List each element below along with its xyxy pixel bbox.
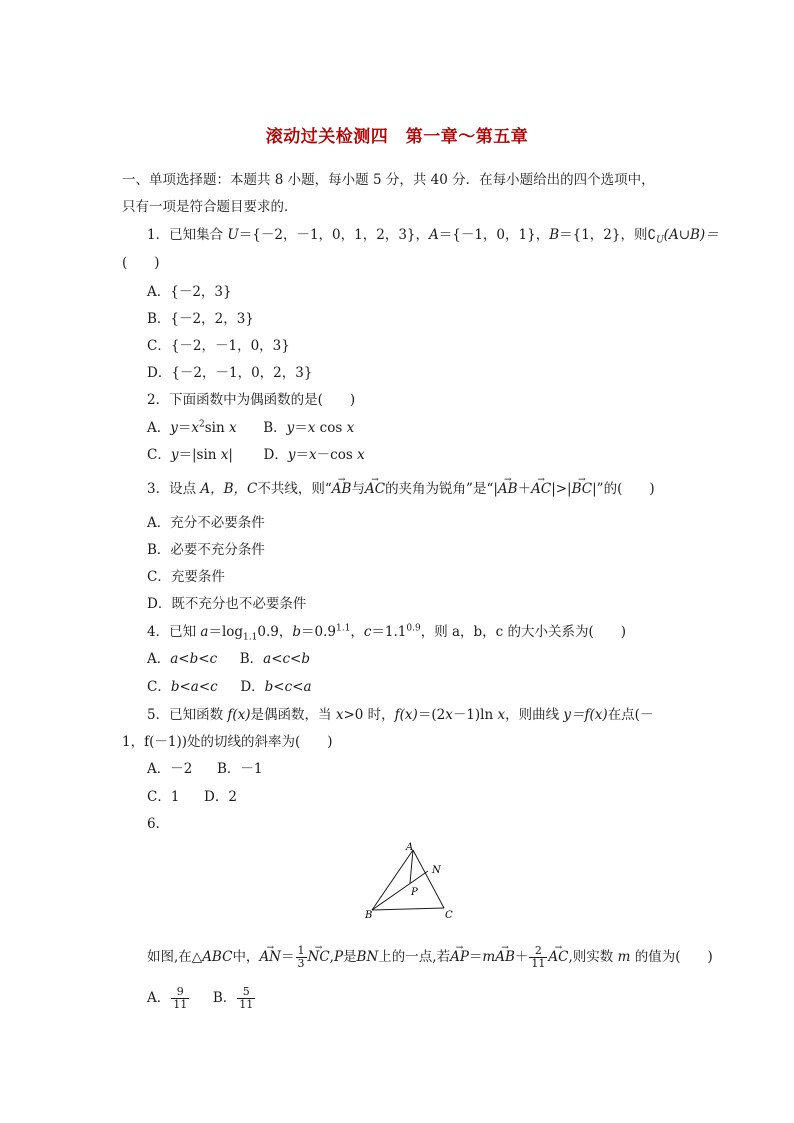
question-4-stem: [147, 623, 626, 641]
q1-option-b[interactable]: B．{－2，2，3}: [147, 311, 254, 327]
text: cos: [315, 420, 347, 436]
q2-option-c[interactable]: [147, 447, 233, 463]
vector-bc: → BC: [572, 480, 593, 498]
text: ＋: [514, 949, 529, 965]
vector-ab: → AB: [495, 945, 515, 969]
vector-an: → AN: [259, 945, 281, 969]
q6-options-row: [147, 984, 256, 1012]
curve: y＝f(x): [563, 707, 608, 723]
denominator: 11: [173, 998, 188, 1011]
var-x: x: [357, 447, 365, 463]
text: ＝{－2，－1，0，1，2，3}，: [238, 227, 429, 243]
text: ＋: [517, 481, 532, 497]
var-b: B: [549, 227, 560, 243]
page-title: 滚动过关检测四 第一章～第五章: [265, 127, 529, 147]
text: 与: [351, 481, 365, 497]
var-x: x: [228, 420, 237, 436]
label: B．: [212, 990, 237, 1006]
q6-option-b[interactable]: [212, 985, 256, 1011]
text: |”的( ): [592, 481, 655, 497]
fraction: [237, 986, 255, 1011]
text: 的夹角为锐角”是“|: [385, 481, 498, 497]
fraction: [171, 986, 189, 1011]
text: －1)ln: [452, 707, 498, 723]
text: 4．已知: [147, 624, 201, 640]
q5-options-row1: [147, 760, 262, 778]
denominator: 11: [239, 998, 254, 1011]
q5-option-c[interactable]: C．1: [147, 789, 180, 805]
text: 上的一点,若: [378, 949, 451, 965]
exponent: 0.9: [406, 623, 421, 634]
text: －cos: [316, 447, 358, 463]
text: ＝: [295, 447, 310, 463]
value: a<c<b: [263, 651, 311, 667]
point-p: P: [333, 949, 344, 965]
text: 不共线，则“: [257, 481, 332, 497]
q6-option-a[interactable]: [147, 985, 190, 1011]
numerator: 1: [297, 944, 305, 957]
vector-ac: → AC: [531, 480, 551, 498]
label: A．: [147, 990, 171, 1006]
value: a<b<c: [170, 651, 218, 667]
var-m: m: [482, 949, 496, 965]
segment-bn: [372, 871, 428, 910]
var-a: a: [200, 624, 209, 640]
text: ，则曲线: [505, 707, 564, 723]
text: 在点(－: [607, 707, 654, 723]
sub-u: U: [656, 235, 664, 246]
var-y: y: [287, 447, 296, 463]
var-x: x: [307, 420, 316, 436]
question-1-stem: [147, 226, 719, 244]
question-5-line1: [147, 706, 653, 724]
q5-option-a[interactable]: A．－2: [147, 761, 193, 777]
text: ＝1.1: [371, 624, 407, 640]
var-x: x: [191, 420, 200, 436]
q1-option-c[interactable]: C．{－2，－1，0，3}: [147, 338, 290, 354]
text: ＝{－1，0，1}，: [438, 227, 550, 243]
log-base: 1.1: [243, 632, 258, 643]
denominator: 11: [531, 957, 546, 970]
label: A．: [147, 651, 171, 667]
label-n: N: [432, 865, 441, 876]
question-1-paren: ( ): [122, 255, 160, 271]
text: ＝|sin: [178, 447, 221, 463]
vector-ac: → AC: [365, 480, 385, 498]
var-x: x: [346, 420, 355, 436]
label-b: B: [365, 910, 373, 921]
text: 中，: [232, 949, 260, 965]
q3-option-b[interactable]: B．必要不充分条件: [147, 542, 265, 558]
label-p: P: [411, 887, 418, 898]
text: 是: [343, 949, 357, 965]
var-m: m: [617, 949, 631, 965]
union-expr: (A∪B)＝: [663, 227, 719, 243]
vector-ab: → AB: [498, 480, 518, 498]
fraction: [296, 945, 307, 970]
var-c: c: [363, 624, 372, 640]
label-c: C: [445, 910, 453, 921]
q5-option-d[interactable]: D．2: [204, 789, 237, 805]
text: sin: [204, 420, 229, 436]
exponent: 2: [199, 419, 205, 430]
section-intro-line1: 一、单项选择题：本题共 8 小题，每小题 5 分，共 40 分．在每小题给出的四个选项中，: [122, 172, 655, 188]
text: ＝{1，2}，则∁: [559, 227, 657, 243]
question-6-stem: [147, 945, 713, 970]
segment-ap: [410, 850, 413, 883]
q2-options-row1: [147, 419, 354, 437]
q1-option-d[interactable]: D．{－2，－1，0，2，3}: [147, 365, 313, 381]
text: ，则 a，b，c 的大小关系为( ): [420, 624, 627, 640]
var-x: x: [309, 447, 317, 463]
var-y: y: [170, 420, 178, 436]
label: B．: [239, 651, 264, 667]
q4-option-c[interactable]: [147, 679, 218, 695]
func: f(x): [227, 707, 251, 723]
text: ,: [329, 949, 334, 965]
numerator: 2: [529, 945, 547, 958]
var-x: x: [497, 707, 506, 723]
q2-option-b[interactable]: [263, 420, 354, 436]
text: 的值为( ): [630, 949, 713, 965]
fraction: [529, 945, 547, 970]
text: ＝: [294, 420, 308, 436]
vector-ac: → AC: [548, 945, 568, 969]
text: ＝0.9: [301, 624, 336, 640]
label: C．: [147, 447, 171, 463]
q4-options-row1: [147, 650, 310, 668]
func: f(x): [394, 707, 418, 723]
question-2-stem: 2．下面函数中为偶函数的是( ): [147, 392, 356, 408]
q4-option-a[interactable]: [147, 651, 217, 667]
edge-bc: [372, 908, 444, 910]
text: |: [228, 447, 233, 463]
exponent: 1.1: [336, 623, 351, 634]
text: 1．已知集合: [147, 227, 228, 243]
vector-ap: → AP: [450, 945, 469, 969]
var-a: A: [429, 227, 439, 243]
label: C．: [147, 679, 171, 695]
section-intro-line2: 只有一项是符合题目要求的．: [122, 199, 298, 215]
q3-option-a[interactable]: A．充分不必要条件: [147, 515, 265, 531]
numerator: 5: [237, 986, 255, 999]
var-b: b: [292, 624, 302, 640]
text: |>|: [551, 481, 572, 497]
q2-option-d[interactable]: [264, 447, 365, 463]
triangle: ABC: [202, 949, 233, 965]
var-u: U: [227, 227, 239, 243]
label: D．: [263, 447, 288, 463]
var-x: x: [335, 707, 344, 723]
points: A，B，C: [200, 481, 258, 497]
q2-options-row2: [147, 446, 365, 464]
denominator: 3: [297, 957, 305, 970]
q5-option-b[interactable]: B．－1: [216, 761, 263, 777]
value: b<c<a: [264, 679, 312, 695]
q1-option-a[interactable]: A．{－2，3}: [147, 284, 232, 300]
question-3-stem: [147, 480, 655, 498]
edge-ac: [413, 850, 444, 908]
text: 5．已知函数: [147, 707, 228, 723]
text: ＝: [177, 420, 192, 436]
value: b<a<c: [170, 679, 218, 695]
text: 如图,在△: [147, 949, 203, 965]
q4-option-d[interactable]: [240, 679, 311, 695]
vector-ab: → AB: [332, 480, 352, 498]
var-x: x: [220, 447, 229, 463]
text: ＝log: [208, 624, 244, 640]
text: ,则实数: [568, 949, 618, 965]
text: ＝: [281, 949, 295, 965]
question-6-number: 6．: [147, 816, 170, 832]
text: ＝: [468, 949, 483, 965]
q3-option-c[interactable]: C．充要条件: [147, 569, 225, 585]
text: 0.9，: [257, 624, 293, 640]
text: ＝(2: [417, 707, 446, 723]
question-5-line2: 1，f(－1))处的切线的斜率为( ): [122, 734, 333, 750]
text: ，: [350, 624, 364, 640]
q2-option-a[interactable]: [147, 420, 237, 436]
q3-option-d[interactable]: D．既不充分也不必要条件: [147, 596, 307, 612]
edge-ab: [372, 850, 413, 910]
var-y: y: [170, 447, 179, 463]
label: A．: [147, 420, 171, 436]
q5-options-row2: [147, 788, 237, 806]
triangle-figure: [360, 838, 460, 928]
text: 3．设点: [147, 481, 201, 497]
vector-nc: → NC: [308, 945, 330, 969]
var-y: y: [286, 420, 295, 436]
text: >0 时，: [343, 707, 395, 723]
label: B．: [263, 420, 287, 436]
numerator: 9: [171, 986, 189, 999]
var-x: x: [445, 707, 453, 723]
segment-bn: BN: [356, 949, 379, 965]
text: 是偶函数，当: [250, 707, 336, 723]
label: D．: [240, 679, 265, 695]
label-a: A: [406, 842, 414, 853]
q4-option-b[interactable]: [240, 651, 310, 667]
q4-options-row2: [147, 678, 312, 696]
